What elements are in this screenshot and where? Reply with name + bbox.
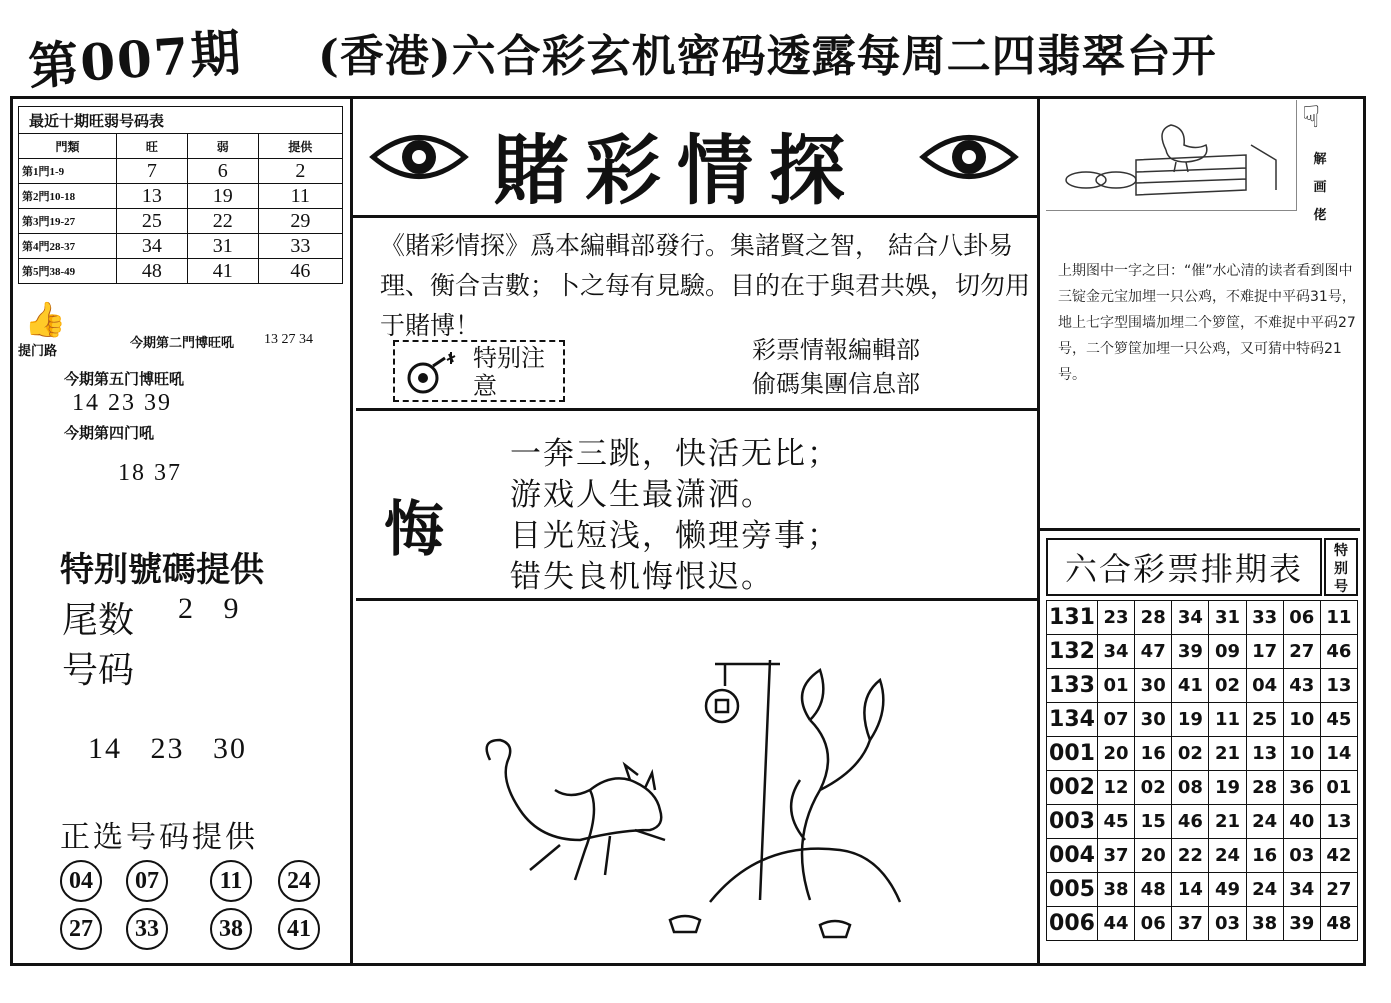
number-cell: 33: [1246, 601, 1283, 635]
offer-cell: 46: [258, 259, 342, 284]
number-cell: 46: [1172, 805, 1209, 839]
special-cell: 27: [1320, 873, 1357, 907]
number-cell: 25: [1246, 703, 1283, 737]
number-cell: 38: [1098, 873, 1135, 907]
gate5-label: 今期第五门博旺吼: [64, 371, 185, 388]
pick-ball: 41: [278, 908, 320, 950]
poem-line: 游戏人生最潇洒。: [510, 477, 774, 513]
number-cell: 38: [1246, 907, 1283, 941]
number-cell: 45: [1098, 805, 1135, 839]
number-cell: 34: [1172, 601, 1209, 635]
number-cell: 28: [1246, 771, 1283, 805]
number-cell: 24: [1246, 873, 1283, 907]
page-title: (香港)六合彩玄机密码透露每周二四翡翠台开: [318, 31, 1217, 82]
pick-ball: 24: [278, 860, 320, 902]
brand-name: 賭彩情探: [493, 126, 861, 215]
period-cell: 006: [1047, 907, 1098, 941]
number-cell: 04: [1246, 669, 1283, 703]
tail-label: 尾数: [62, 600, 135, 641]
special-cell: 01: [1320, 771, 1357, 805]
pointing-hand-icon: ☟: [1302, 100, 1321, 135]
number-cell: 36: [1283, 771, 1320, 805]
poem-line: 一奔三跳，快活无比；: [510, 436, 840, 472]
bomb-icon: [403, 352, 463, 394]
number-cell: 24: [1209, 839, 1246, 873]
number-cell: 19: [1209, 771, 1246, 805]
col-header: 弱: [187, 134, 258, 159]
number-cell: 47: [1135, 635, 1172, 669]
poem-key-char: 悔: [384, 495, 444, 565]
number-cell: 20: [1098, 737, 1135, 771]
special-title: 特别號碼提供: [60, 551, 264, 589]
table-row: [1047, 635, 1358, 669]
number-cell: 17: [1246, 635, 1283, 669]
table-row: [1047, 669, 1358, 703]
table-caption: 最近十期旺弱号码表: [19, 107, 343, 134]
number-cell: 07: [1098, 703, 1135, 737]
number-cell: 21: [1209, 805, 1246, 839]
hot-cell: 34: [117, 234, 188, 259]
hot-cell: 13: [117, 184, 188, 209]
number-cell: 40: [1283, 805, 1320, 839]
number-cell: 14: [1172, 873, 1209, 907]
number-cell: 48: [1135, 873, 1172, 907]
number-cell: 34: [1098, 635, 1135, 669]
pick-ball: 27: [60, 908, 102, 950]
poem: [510, 434, 840, 598]
table-row: [1047, 839, 1358, 873]
signature-line-1: 彩票情報編輯部: [752, 336, 920, 364]
number-cell: 30: [1135, 703, 1172, 737]
pick-ball: 38: [210, 908, 252, 950]
special-cell: 45: [1320, 703, 1357, 737]
table-row: [1047, 873, 1358, 907]
number-cell: 03: [1209, 907, 1246, 941]
pick-ball: 04: [60, 860, 102, 902]
period-cell: 131: [1047, 601, 1098, 635]
col-header: 門類: [19, 134, 117, 159]
hint-label: 提门路: [18, 344, 58, 359]
signature-line-2: 偷碼集團信息部: [752, 370, 920, 398]
number-cell: 06: [1283, 601, 1320, 635]
number-cell: 34: [1283, 873, 1320, 907]
period-cell: 134: [1047, 703, 1098, 737]
table-row: [1047, 703, 1358, 737]
number-cell: 15: [1135, 805, 1172, 839]
gate-cell: 第1門1-9: [19, 159, 117, 184]
offer-cell: 29: [258, 209, 342, 234]
riddle-illustration: [460, 640, 920, 940]
number-cell: 24: [1246, 805, 1283, 839]
brand-banner: [353, 100, 1037, 218]
number-cell: 49: [1209, 873, 1246, 907]
table-row: [1047, 805, 1358, 839]
page-header: [18, 8, 1378, 97]
number-cell: 13: [1246, 737, 1283, 771]
weak-cell: 6: [187, 159, 258, 184]
number-cell: 19: [1172, 703, 1209, 737]
period-cell: 132: [1047, 635, 1098, 669]
table-row: [19, 234, 343, 259]
number-cell: 43: [1283, 669, 1320, 703]
number-cell: 39: [1172, 635, 1209, 669]
pick-ball: 07: [126, 860, 168, 902]
number-cell: 23: [1098, 601, 1135, 635]
special-col-header: 特别号: [1324, 538, 1358, 596]
period-cell: 133: [1047, 669, 1098, 703]
period-cell: 001: [1047, 737, 1098, 771]
table-row: [1047, 771, 1358, 805]
gate2-nums: 13 27 34: [264, 332, 313, 347]
number-cell: 39: [1283, 907, 1320, 941]
offer-cell: 33: [258, 234, 342, 259]
riddle-label: 解画佬: [1313, 152, 1327, 223]
table-row: [1047, 907, 1358, 941]
offer-cell: 11: [258, 184, 342, 209]
gate-cell: 第4門28-37: [19, 234, 117, 259]
hot-cell: 7: [117, 159, 188, 184]
gate2-label: 今期第二門博旺吼: [130, 335, 235, 350]
number-cell: 31: [1209, 601, 1246, 635]
number-cell: 21: [1209, 737, 1246, 771]
tail-nums: 2 9: [178, 592, 241, 625]
weak-cell: 19: [187, 184, 258, 209]
number-cell: 27: [1283, 635, 1320, 669]
special-cell: 11: [1320, 601, 1357, 635]
number-cell: 10: [1283, 737, 1320, 771]
hot-cell: 25: [117, 209, 188, 234]
number-cell: 37: [1098, 839, 1135, 873]
special-cell: 46: [1320, 635, 1357, 669]
number-cell: 01: [1098, 669, 1135, 703]
number-cell: 22: [1172, 839, 1209, 873]
number-cell: 11: [1209, 703, 1246, 737]
number-cell: 37: [1172, 907, 1209, 941]
weak-cell: 31: [187, 234, 258, 259]
code-label: 号码: [62, 650, 135, 691]
schedule-table: [1046, 600, 1358, 941]
number-cell: 12: [1098, 771, 1135, 805]
number-cell: 28: [1135, 601, 1172, 635]
number-cell: 30: [1135, 669, 1172, 703]
number-cell: 02: [1209, 669, 1246, 703]
pick-ball: 11: [210, 860, 252, 902]
number-cell: 20: [1135, 839, 1172, 873]
signature: [752, 333, 920, 401]
number-cell: 41: [1172, 669, 1209, 703]
eye-icon: [369, 128, 469, 186]
table-row: [19, 184, 343, 209]
special-cell: 42: [1320, 839, 1357, 873]
gate5-nums: 14 23 39: [72, 390, 172, 416]
period-cell: 002: [1047, 771, 1098, 805]
number-cell: 10: [1283, 703, 1320, 737]
offer-cell: 2: [258, 159, 342, 184]
table-row: [1047, 737, 1358, 771]
number-cell: 16: [1135, 737, 1172, 771]
special-cell: 13: [1320, 805, 1357, 839]
divider: [356, 598, 1040, 601]
hot-weak-table: [18, 106, 343, 284]
period-cell: 004: [1047, 839, 1098, 873]
period-cell: 005: [1047, 873, 1098, 907]
eye-icon: [919, 128, 1019, 186]
special-cell: 14: [1320, 737, 1357, 771]
gate4-label: 今期第四门吼: [64, 425, 155, 442]
number-cell: 03: [1283, 839, 1320, 873]
number-cell: 06: [1135, 907, 1172, 941]
gate-cell: 第5門38-49: [19, 259, 117, 284]
notice-label: 特别注意: [473, 344, 545, 400]
number-cell: 02: [1172, 737, 1209, 771]
table-row: [1047, 601, 1358, 635]
poem-line: 目光短浅，懒理旁事；: [510, 518, 840, 554]
schedule-title: 六合彩票排期表: [1046, 538, 1322, 596]
table-row: [19, 159, 343, 184]
number-cell: 16: [1246, 839, 1283, 873]
riddle-picture: [1046, 100, 1297, 211]
number-cell: 02: [1135, 771, 1172, 805]
code-nums: 14 23 30: [88, 732, 247, 765]
table-row: [19, 259, 343, 284]
divider: [1040, 528, 1360, 531]
poem-line: 错失良机悔恨迟。: [510, 559, 774, 595]
intro-text: 《賭彩情探》爲本編輯部發行。集諸賢之智， 結合八卦易理、衡合吉數；卜之每有見驗。目的在于與君共娛，切勿用于賭博！: [380, 231, 1031, 340]
gate4-nums: 18 37: [118, 460, 182, 486]
thumbs-up-icon: 👍: [24, 300, 67, 340]
pick-title: 正选号码提供: [60, 820, 258, 855]
gate-cell: 第3門19-27: [19, 209, 117, 234]
pick-ball: 33: [126, 908, 168, 950]
period-cell: 003: [1047, 805, 1098, 839]
col-header: 旺: [117, 134, 188, 159]
number-cell: 08: [1172, 771, 1209, 805]
gate-cell: 第2門10-18: [19, 184, 117, 209]
number-cell: 09: [1209, 635, 1246, 669]
special-cell: 13: [1320, 669, 1357, 703]
weak-cell: 22: [187, 209, 258, 234]
number-cell: 44: [1098, 907, 1135, 941]
issue-number: 第007期: [26, 22, 245, 97]
hot-cell: 48: [117, 259, 188, 284]
col-header: 提供: [258, 134, 342, 159]
riddle-text: 上期图中一字之曰：“催”水心清的读者看到图中三锭金元宝加埋一只公鸡，不难捉中平码31号，地上七字型围墙加埋二个箩筐，不难捉中平码27号，二个箩筐加埋一只公鸡，又可猜中特码21号。: [1058, 263, 1356, 383]
weak-cell: 41: [187, 259, 258, 284]
special-cell: 48: [1320, 907, 1357, 941]
divider: [356, 408, 1040, 411]
notice-box: [393, 340, 565, 402]
table-row: [19, 209, 343, 234]
